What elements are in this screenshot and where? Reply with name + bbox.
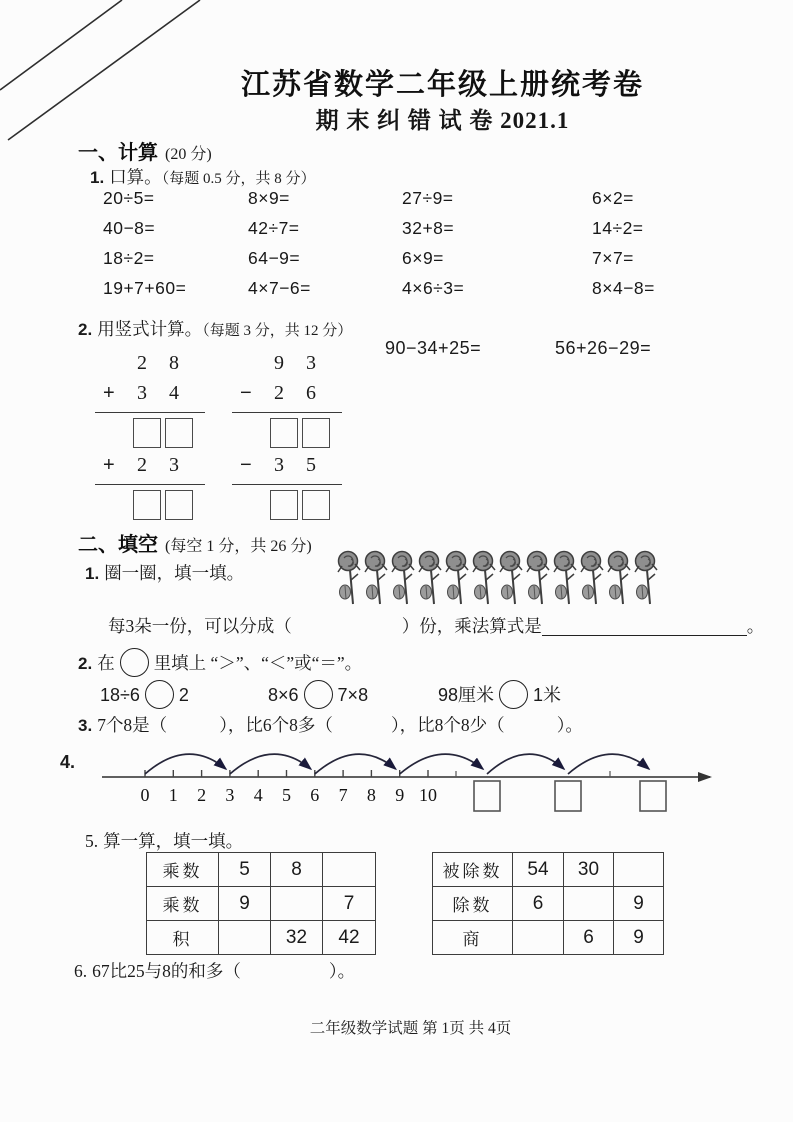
q2-number: 2. — [78, 320, 93, 339]
rule-line — [232, 412, 342, 413]
row-header: 乘数 — [147, 853, 219, 887]
fill-table — [146, 852, 376, 955]
numberline-tick-label: 7 — [338, 785, 348, 805]
rule-line — [95, 412, 205, 413]
q1-oral-line — [90, 164, 315, 189]
row-header: 乘数 — [147, 887, 219, 921]
table-cell: 8 — [271, 853, 323, 887]
row-header: 除数 — [433, 887, 513, 921]
fill-mid: ）份，乘法算式是 — [401, 616, 542, 636]
compare-circle-blank[interactable] — [145, 680, 174, 709]
comparison-right: 1米 — [533, 685, 562, 705]
horizontal-problem-2: 56+26−29= — [555, 338, 652, 358]
row-header: 被除数 — [433, 853, 513, 887]
numberline-tick-label: 0 — [140, 785, 150, 805]
page-title: 江苏省数学二年级上册统考卷 — [240, 69, 644, 101]
numberline-answer-box[interactable] — [640, 781, 666, 811]
rose-icon — [417, 550, 442, 617]
operator-sign: − — [240, 382, 252, 404]
vertical-digit: 2 — [137, 454, 147, 476]
answer-box[interactable] — [133, 490, 161, 520]
table-cell: 5 — [219, 853, 271, 887]
s2q3-text — [97, 715, 583, 735]
q1-note: （每题 0.5 分，共 8 分） — [161, 171, 316, 187]
s2q6-text — [92, 961, 355, 981]
compare-circle-example — [120, 648, 149, 677]
section2-heading — [78, 528, 312, 557]
table-row — [147, 887, 376, 921]
numberline-figure — [98, 735, 723, 815]
rose-icon — [633, 550, 658, 617]
numberline-tick-label: 1 — [168, 785, 178, 805]
rose-icon — [579, 550, 604, 617]
division-table — [432, 852, 664, 955]
numberline-answer-box[interactable] — [555, 781, 581, 811]
oral-problem: 18÷2= — [103, 248, 155, 268]
numberline-tick-label: 5 — [282, 785, 291, 805]
s2q2-pre: 在 — [97, 653, 115, 673]
s2q1-text: 圈一圈，填一填。 — [104, 563, 245, 583]
s2q3-line — [78, 712, 583, 737]
table-cell[interactable] — [271, 887, 323, 921]
oral-problem: 4×6÷3= — [402, 278, 465, 298]
oral-problem: 6×2= — [592, 188, 634, 208]
s2q1-number: 1. — [85, 564, 100, 583]
rose-icon — [606, 550, 631, 617]
table-row — [433, 887, 664, 921]
s2q6-line — [74, 958, 355, 983]
section1-heading-score: (20 分) — [165, 146, 212, 163]
text-part: ），比6个8多（ — [219, 715, 333, 735]
oral-problem: 40−8= — [103, 218, 156, 238]
oral-problem: 8×9= — [248, 188, 290, 208]
row-header: 积 — [147, 921, 219, 955]
oral-problem: 7×7= — [592, 248, 634, 268]
comparison-left: 98厘米 — [438, 685, 495, 705]
vertical-digit: 2 — [137, 352, 147, 374]
table-cell: 54 — [513, 853, 564, 887]
text-part: 67比25与8的和多（ — [92, 961, 241, 981]
row-header: 商 — [433, 921, 513, 955]
rose-icon — [471, 550, 496, 617]
operator-sign: + — [103, 382, 115, 404]
oral-problem: 42÷7= — [248, 218, 300, 238]
rose-icon — [363, 550, 388, 617]
s2q2-number: 2. — [78, 654, 93, 673]
table-cell: 42 — [323, 921, 376, 955]
numberline-tick-label: 8 — [366, 785, 376, 805]
q2-note: （每题 3 分，共 12 分） — [202, 323, 353, 339]
comparison-left: 8×6 — [268, 685, 299, 705]
answer-box[interactable] — [270, 418, 298, 448]
oral-problem: 6×9= — [402, 248, 444, 268]
numberline-tick-label: 6 — [310, 785, 320, 805]
rose-icon — [336, 550, 361, 617]
fill-table — [432, 852, 664, 955]
comparison-right: 7×8 — [337, 685, 369, 705]
table-cell: 9 — [614, 921, 664, 955]
section1-heading — [78, 136, 212, 165]
answer-box[interactable] — [270, 490, 298, 520]
numberline-tick-label: 4 — [253, 785, 263, 805]
page-footer: 二年级数学试题 第 1页 共 4页 — [309, 1020, 512, 1037]
text-part: ）。 — [328, 961, 356, 981]
s2q5-text: 算一算，填一填。 — [103, 831, 244, 851]
oral-problem: 32+8= — [402, 218, 455, 238]
q1-title: 口算。 — [109, 167, 162, 187]
rose-icon — [552, 550, 577, 617]
table-cell: 7 — [323, 887, 376, 921]
s2q5-number: 5. — [85, 831, 99, 851]
q2-title: 用竖式计算。 — [97, 319, 203, 339]
table-row — [433, 921, 664, 955]
operator-sign: − — [240, 454, 252, 476]
s2q5-line — [85, 828, 243, 853]
s2q6-number: 6. — [74, 961, 88, 981]
vertical-digit: 3 — [274, 454, 284, 476]
rose-icon — [525, 550, 550, 617]
table-cell: 6 — [513, 887, 564, 921]
text-part: 7个8是（ — [97, 715, 168, 735]
rule-line — [95, 484, 205, 485]
oral-row — [0, 188, 793, 218]
oral-problem: 64−9= — [248, 248, 301, 268]
rule-line — [232, 484, 342, 485]
numberline-tick-label: 3 — [225, 785, 235, 805]
vertical-digit: 2 — [274, 382, 284, 404]
vertical-digit: 9 — [274, 352, 284, 374]
answer-box[interactable] — [165, 418, 193, 448]
multiplication-table — [146, 852, 376, 955]
text-part: ），比8个8少（ — [390, 715, 505, 735]
rose-icon — [498, 550, 523, 617]
oral-problem: 14÷2= — [592, 218, 644, 238]
vertical-digit: 5 — [306, 454, 316, 476]
oral-problem: 4×7−6= — [248, 278, 311, 298]
q1-number: 1. — [90, 168, 105, 187]
vertical-digit: 3 — [306, 352, 316, 374]
table-cell: 9 — [219, 887, 271, 921]
fill-end: 。 — [746, 616, 765, 636]
oral-row — [0, 278, 793, 308]
table-row — [433, 853, 664, 887]
section1-heading-text: 一、计算 — [78, 142, 158, 164]
vertical-digit: 6 — [306, 382, 316, 404]
vertical-calc-block — [95, 352, 213, 524]
vertical-digit: 4 — [169, 382, 179, 404]
s2q2-post: 里填上 “＞”、“＜”或“＝”。 — [153, 653, 363, 673]
table-cell[interactable] — [219, 921, 271, 955]
table-cell[interactable] — [564, 887, 614, 921]
numberline-tick-label: 2 — [197, 785, 207, 805]
text-part: ）。 — [556, 715, 583, 735]
vertical-digit: 8 — [169, 352, 179, 374]
underline-blank[interactable] — [542, 634, 747, 636]
table-cell: 32 — [271, 921, 323, 955]
numberline-tick-label: 10 — [419, 785, 437, 805]
s2q3-number: 3. — [78, 716, 93, 735]
vertical-digit: 3 — [137, 382, 147, 404]
oral-grid — [0, 188, 793, 308]
oral-row — [0, 218, 793, 248]
s2q1-line — [85, 560, 244, 585]
table-cell: 9 — [614, 887, 664, 921]
table-cell[interactable] — [323, 853, 376, 887]
comparisons-row — [0, 680, 793, 714]
numberline-tick-label: 9 — [395, 785, 405, 805]
table-cell[interactable] — [513, 921, 564, 955]
comparison-item — [100, 680, 189, 709]
answer-box[interactable] — [302, 490, 330, 520]
vertical-calc-block — [232, 352, 350, 524]
oral-row — [0, 248, 793, 278]
oral-problem: 20÷5= — [103, 188, 155, 208]
section2-heading-text: 二、填空 — [78, 534, 158, 556]
q2-vertical-line — [78, 316, 352, 341]
comparison-item — [268, 680, 368, 709]
vertical-digit: 3 — [169, 454, 179, 476]
comparison-item — [438, 680, 561, 709]
rose-icon — [390, 550, 415, 617]
numberline-answer-box[interactable] — [474, 781, 500, 811]
table-row — [147, 921, 376, 955]
page-subtitle: 期 末 纠 错 试 卷 2021.1 — [315, 108, 570, 133]
oral-problem: 27÷9= — [402, 188, 454, 208]
compare-circle-blank[interactable] — [499, 680, 528, 709]
answer-box[interactable] — [133, 418, 161, 448]
answer-box[interactable] — [302, 418, 330, 448]
comparison-right: 2 — [178, 685, 189, 705]
table-cell: 30 — [564, 853, 614, 887]
answer-box[interactable] — [165, 490, 193, 520]
fill-pre: 每3朵一份，可以分成（ — [108, 616, 292, 636]
s2q2-line — [78, 648, 362, 677]
s2q1-fill-line — [108, 613, 764, 638]
operator-sign: + — [103, 454, 115, 476]
comparison-left: 18÷6 — [100, 685, 140, 705]
horizontal-problem-1: 90−34+25= — [385, 338, 482, 358]
s2q4-number: 4. — [60, 752, 76, 772]
roses-row — [336, 550, 658, 617]
table-row — [147, 853, 376, 887]
compare-circle-blank[interactable] — [304, 680, 333, 709]
oral-problem: 8×4−8= — [592, 278, 655, 298]
table-cell: 6 — [564, 921, 614, 955]
rose-icon — [444, 550, 469, 617]
section2-heading-score: (每空 1 分，共 26 分) — [165, 538, 312, 555]
table-cell[interactable] — [614, 853, 664, 887]
oral-problem: 19+7+60= — [103, 278, 187, 298]
